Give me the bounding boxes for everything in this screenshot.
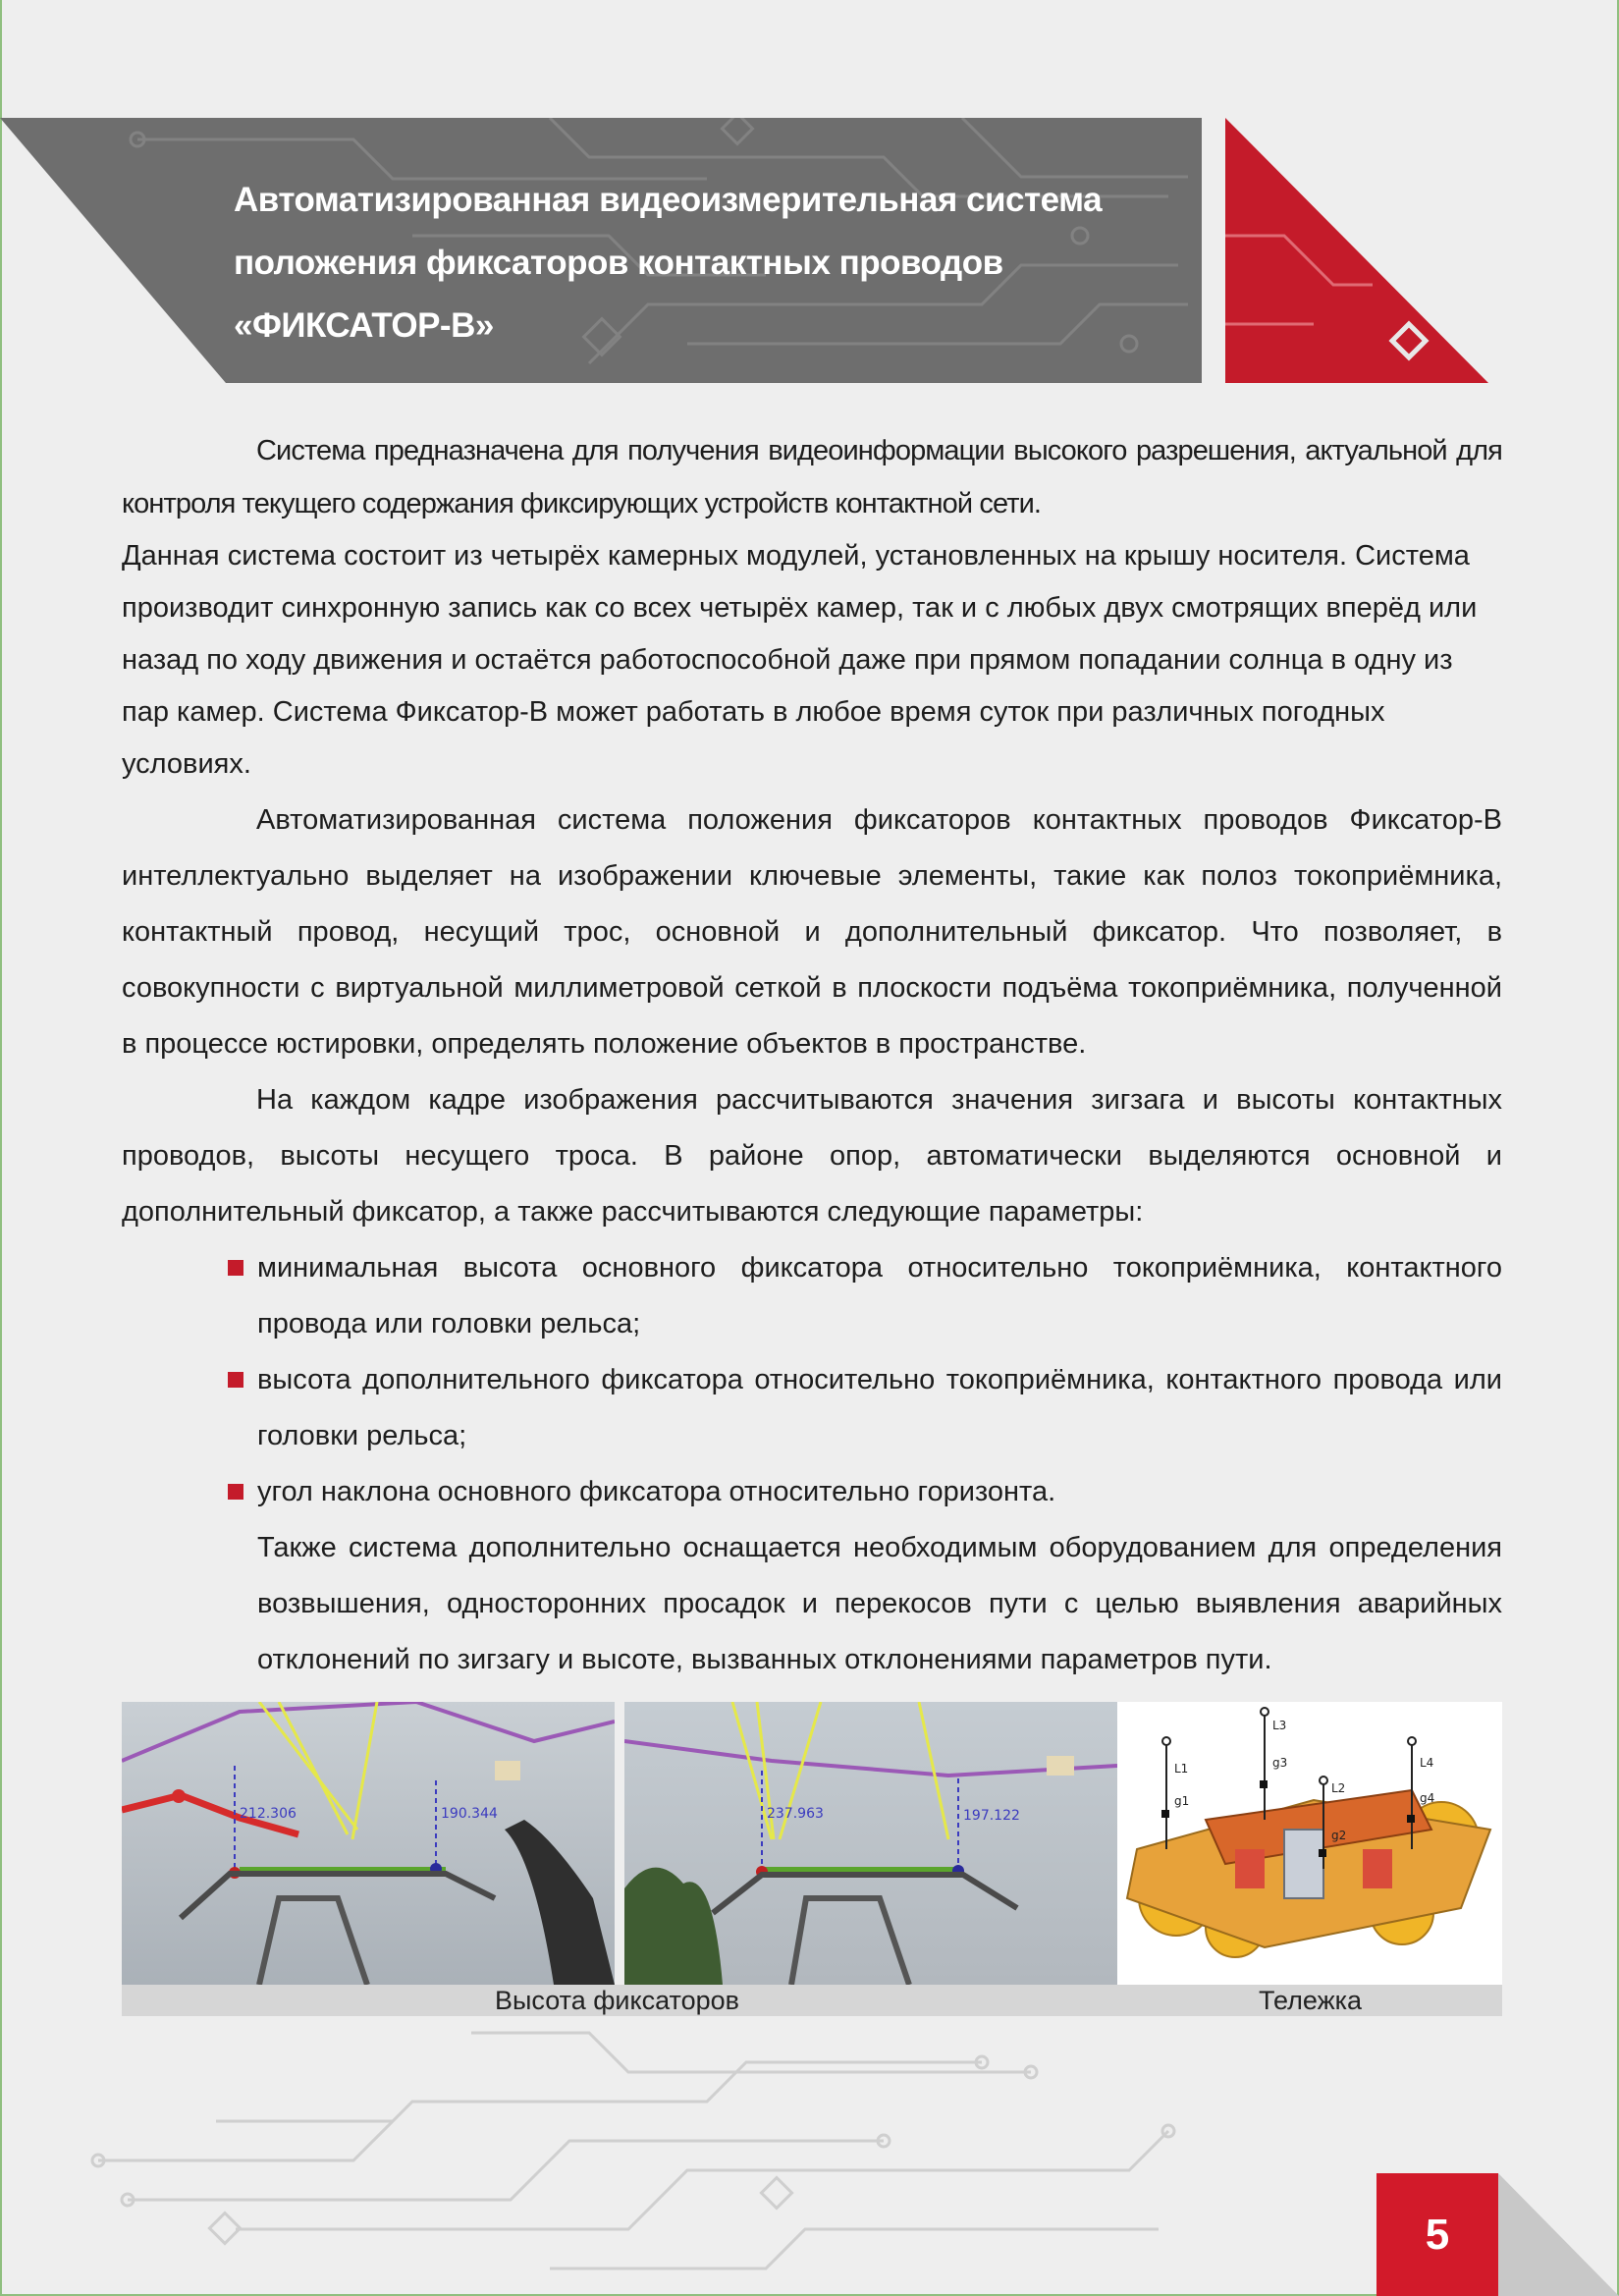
paragraph-2: Данная система состоит из четырёх камерных модулей, установленных на крышу носителя. Система производит синхронную запись как со всех четырёх камер, так и с любых двух смотрящих вперёд или назад по ходу движения и остаётся работоспособной даже при прямом попадании солнца в одну из пар камер. Система Фиксатор-В может работать в любое время суток при различных погодных условиях. — [122, 540, 1478, 780]
paragraph-4: На каждом кадре изображения рассчитываются значения зигзага и высоты контактных проводов, высоты несущего троса. В районе опор, автоматически выделяются основной и дополнительный фиксатор, а также рассчитываются следующие параметры: — [122, 1084, 1502, 1228]
red-triangle-decoration — [1225, 118, 1490, 383]
bogie-label: g1 — [1174, 1794, 1190, 1808]
list-item-text: высота дополнительного фиксатора относительно токоприёмника, контактного провода или головки рельса; — [257, 1364, 1502, 1451]
bogie-diagram — [1117, 1702, 1502, 1985]
measurement-label: 197.122 — [963, 1808, 1020, 1824]
bogie-label: g3 — [1272, 1756, 1288, 1770]
list-item — [122, 1464, 1502, 1520]
parameter-list — [122, 1240, 1502, 1520]
bogie-label: L1 — [1174, 1762, 1189, 1776]
paragraph-1: Система предназначена для получения видеоинформации высокого разрешения, актуальной для контроля текущего содержания фиксирующих устройств контактной сети. — [122, 435, 1502, 519]
header-banner — [0, 118, 1202, 383]
fixator-photo-1 — [122, 1702, 615, 1985]
measurement-label: 212.306 — [240, 1806, 297, 1822]
list-item-text: угол наклона основного фиксатора относительно горизонта. — [257, 1476, 1056, 1507]
title-line-2: положения фиксаторов контактных проводов — [234, 244, 1003, 282]
measurement-label: 237.963 — [767, 1806, 824, 1822]
figures-strip — [122, 1702, 1502, 2016]
caption-bogie: Тележка — [1259, 1986, 1363, 2015]
body-text — [122, 424, 1502, 1688]
list-item — [122, 1240, 1502, 1352]
corner-triangle-decoration — [1498, 2173, 1619, 2296]
title-line-3: «ФИКСАТОР-В» — [234, 306, 494, 345]
caption-bar — [122, 1985, 1502, 2016]
bogie-label: g4 — [1420, 1791, 1435, 1805]
list-item — [122, 1352, 1502, 1464]
page-title — [234, 169, 1176, 357]
list-item-text: минимальная высота основного фиксатора относительно токоприёмника, контактного провода или головки рельса; — [257, 1252, 1502, 1339]
paragraph-5: Также система дополнительно оснащается необходимым оборудованием для определения возвышения, односторонних просадок и перекосов пути с целью выявления аварийных отклонений по зигзагу и высоте, вызванных отклонениями параметров пути. — [257, 1532, 1502, 1675]
bogie-label: L2 — [1331, 1781, 1346, 1795]
caption-fixator-height: Высота фиксаторов — [495, 1986, 740, 2015]
paragraph-3: Автоматизированная система положения фиксаторов контактных проводов Фиксатор-В интеллектуально выделяет на изображении ключевые элементы, такие как полоз токоприёмника, контактный провод, несущий трос, основной и дополнительный фиксатор. Что позволяет, в совокупности с виртуальной миллиметровой сеткой в плоскости подъёма токоприёмника, полученной в процессе юстировки, определять положение объектов в пространстве. — [122, 804, 1502, 1060]
bogie-label: g2 — [1331, 1829, 1347, 1842]
page-number: 5 — [1376, 2173, 1498, 2296]
bullet-square-icon — [228, 1260, 243, 1276]
title-line-1: Автоматизированная видеоизмерительная система — [234, 181, 1103, 219]
bogie-label: L3 — [1272, 1719, 1287, 1732]
bogie-label: L4 — [1420, 1756, 1434, 1770]
fixator-photo-2 — [624, 1702, 1117, 1985]
bullet-square-icon — [228, 1372, 243, 1388]
measurement-label: 190.344 — [441, 1806, 498, 1822]
bullet-square-icon — [228, 1484, 243, 1500]
